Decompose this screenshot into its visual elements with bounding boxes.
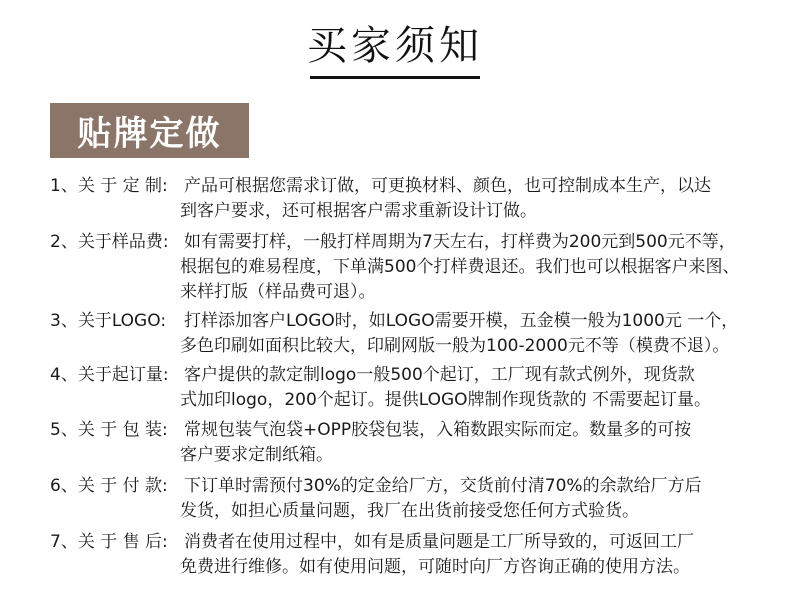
term-item <box>50 230 750 305</box>
term-item <box>50 418 750 468</box>
term-text-line: 多色印刷如面积比较大，印刷网版一般为100-2000元不等（模费不退）。 <box>180 336 730 356</box>
term-item <box>50 530 750 580</box>
term-item <box>50 474 750 524</box>
term-text-line: 客户提供的款定制logo一般500个起订，工厂现有款式例外，现货款 <box>184 365 695 385</box>
term-text-line: 消费者在使用过程中，如有是质量问题是工厂所导致的，可返回工厂 <box>184 532 694 552</box>
term-item <box>50 363 750 413</box>
term-text-line: 发货，如担心质量问题，我厂在出货前接受您任何方式验货。 <box>180 501 639 521</box>
term-text-line: 如有需要打样，一般打样周期为7天左右，打样费为200元到500元不等， <box>184 232 736 252</box>
term-item <box>50 309 750 359</box>
term-text-line: 打样添加客户LOGO时，如LOGO需要开模，五金模一般为1000元 一个， <box>184 311 739 331</box>
term-label: 3、关于LOGO: <box>50 311 167 331</box>
page-title: 买家须知 <box>307 23 483 69</box>
term-text-line: 下订单时需预付30%的定金给厂方，交货前付清70%的余款给厂方后 <box>184 476 702 496</box>
term-label: 1、关 于 定 制: <box>50 176 168 196</box>
term-text-line: 免费进行维修。如有使用问题，可随时向厂方咨询正确的使用方法。 <box>180 557 690 577</box>
term-label: 5、关 于 包 装: <box>50 420 168 440</box>
term-text-line: 来样打版（样品费可退）。 <box>180 282 376 302</box>
term-label: 2、关于样品费: <box>50 232 169 252</box>
term-text-line: 客户要求定制纸箱。 <box>180 445 333 465</box>
term-text-line: 根据包的难易程度，下单满500个打样费退还。我们也可以根据客户来图、 <box>180 257 740 277</box>
term-text-line: 产品可根据您需求订做，可更换材料、颜色，也可控制成本生产，以达 <box>184 176 711 196</box>
title-underline <box>310 76 480 79</box>
term-label: 4、关于起订量: <box>50 365 169 385</box>
term-text-line: 到客户要求，还可根据客户需求重新设计订做。 <box>180 201 537 221</box>
section-badge: 贴牌定做 <box>50 103 249 158</box>
term-text-line: 式加印logo，200个起订。提供LOGO牌制作现货款的 不需要起订量。 <box>180 390 711 410</box>
term-label: 6、关 于 付 款: <box>50 476 168 496</box>
term-item <box>50 174 750 224</box>
term-text-line: 常规包装气泡袋+OPP胶袋包装，入箱数跟实际而定。数量多的可按 <box>184 420 692 440</box>
term-label: 7、关 于 售 后: <box>50 532 168 552</box>
